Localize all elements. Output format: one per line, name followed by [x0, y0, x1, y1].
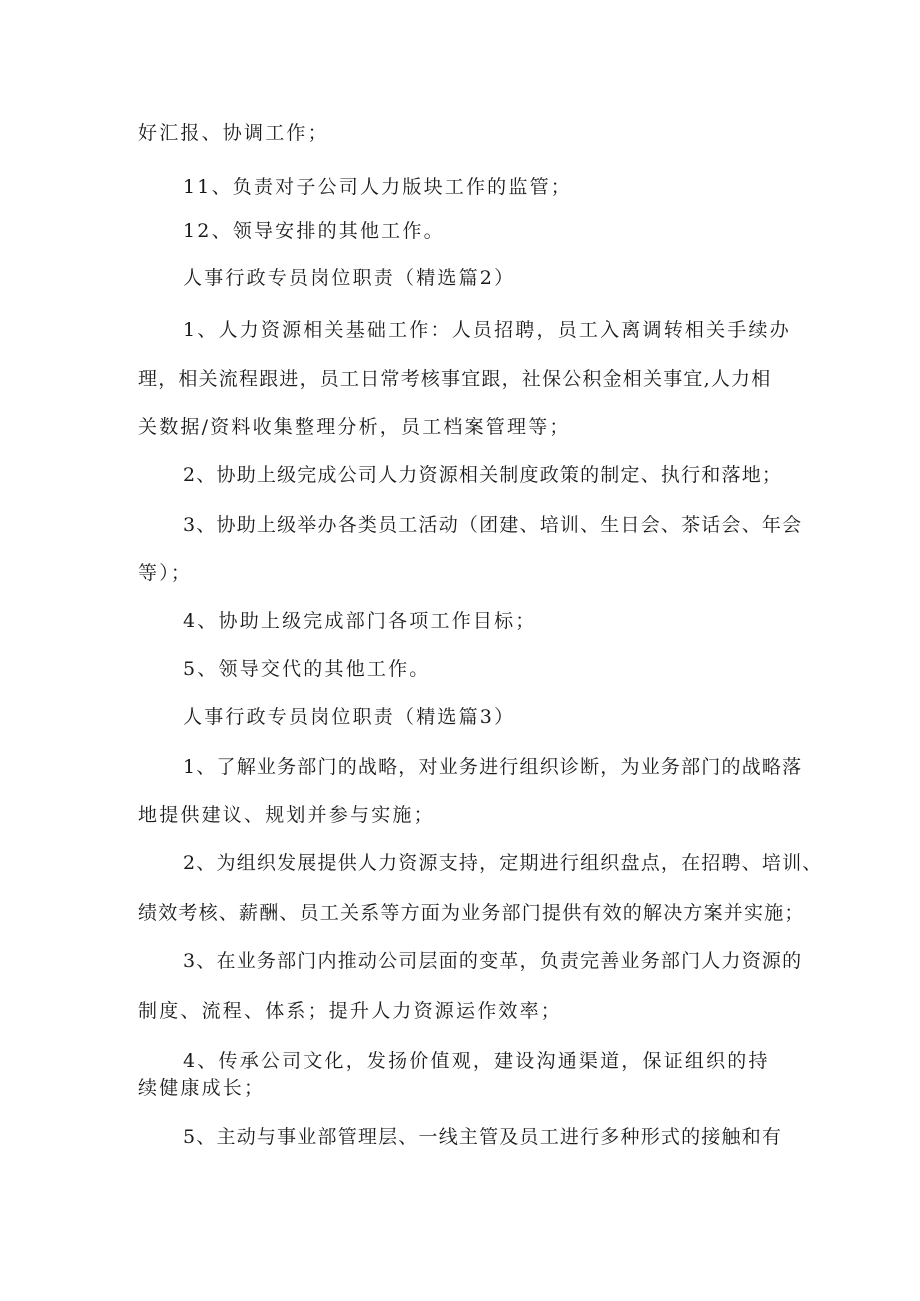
text-line: 续健康成长；: [138, 1077, 266, 1099]
text-line: 好汇报、协调工作；: [138, 122, 329, 144]
text-line: 12、领导安排的其他工作。: [183, 220, 445, 242]
text-line: 理，相关流程跟进，员工日常考核事宜跟，社保公积金相关事宜,人力相: [138, 368, 772, 390]
text-line: 4、协助上级完成部门各项工作目标；: [183, 610, 537, 632]
text-line: 2、协助上级完成公司人力资源相关制度政策的制定、执行和落地；: [183, 464, 783, 486]
section-heading: 人事行政专员岗位职责（精选篇2）: [183, 267, 516, 289]
text-line: 1、了解业务部门的战略，对业务进行组织诊断，为业务部门的战略落: [183, 756, 803, 778]
text-line: 关数据/资料收集整理分析，员工档案管理等；: [138, 416, 571, 438]
text-line: 4、传承公司文化，发扬价值观，建设沟通渠道，保证组织的持: [183, 1050, 770, 1072]
text-line: 11、负责对子公司人力版块工作的监管；: [183, 176, 572, 198]
text-line: 1、人力资源相关基础工作：人员招聘，员工入离调转相关手续办: [183, 319, 791, 341]
text-line: 3、在业务部门内推动公司层面的变革，负责完善业务部门人力资源的: [183, 950, 803, 972]
text-line: 2、为组织发展提供人力资源支持，定期进行组织盘点，在招聘、培训、: [183, 852, 823, 874]
text-line: 5、领导交代的其他工作。: [183, 658, 431, 680]
text-line: 绩效考核、薪酬、员工关系等方面为业务部门提供有效的解决方案并实施；: [138, 902, 805, 924]
text-line: 制度、流程、体系；提升人力资源运作效率；: [138, 1000, 563, 1022]
section-heading: 人事行政专员岗位职责（精选篇3）: [183, 706, 516, 728]
text-line: 3、协助上级举办各类员工活动（团建、培训、生日会、茶话会、年会: [183, 514, 803, 536]
text-line: 5、主动与事业部管理层、一线主管及员工进行多种形式的接触和有: [183, 1126, 783, 1148]
text-line: 等）；: [138, 562, 193, 584]
text-line: 地提供建议、规划并参与实施；: [138, 804, 435, 826]
